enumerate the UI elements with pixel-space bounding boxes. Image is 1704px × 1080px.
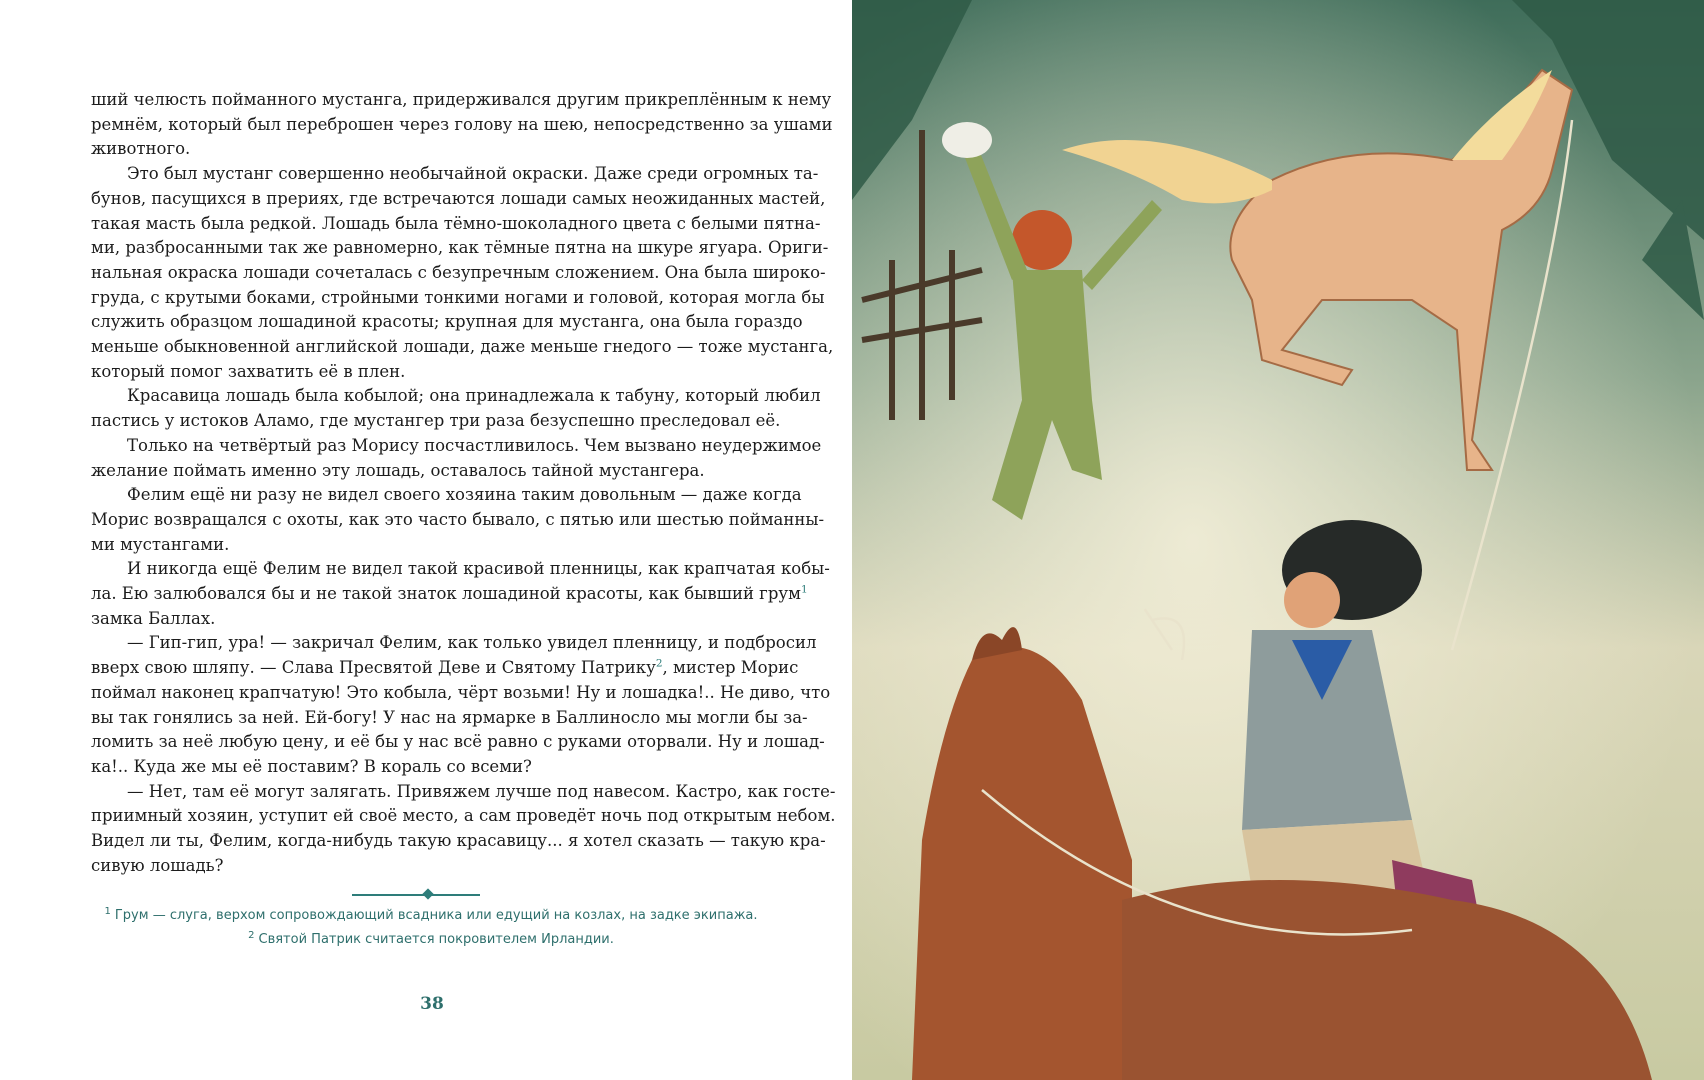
text-line-part: ла. Ею залюбовался бы и не такой знаток лошадиной красоты, как бывший грум — [91, 584, 801, 604]
text-line: Фелим ещё ни разу не видел своего хозяина таким довольным — даже когда — [127, 485, 802, 505]
text-line: желание поймать именно эту лошадь, оставалось тайной мустангера. — [91, 460, 705, 480]
paragraph-3 — [91, 384, 821, 433]
footnote-number: 2 — [248, 929, 255, 941]
text-line: приимный хозяин, уступит ей своё место, а сам проведёт ночь под открытым небом. — [91, 806, 836, 826]
text-line: вы так гонялись за ней. Ей-богу! У нас на ярмарке в Баллинослo мы могли бы за- — [91, 707, 808, 727]
text-line: — Гип-гип, ура! — закричал Фелим, как только увидел пленницу, и подбросил — [127, 633, 817, 653]
paragraph-5 — [91, 483, 825, 557]
text-line: ка!.. Куда же мы её поставим? В кораль со всеми? — [91, 756, 532, 776]
text-line: который помог захватить её в плен. — [91, 361, 406, 381]
text-line: И никогда ещё Фелим не видел такой красивой пленницы, как крапчатая кобы- — [127, 559, 830, 579]
text-line: такая масть была редкой. Лошадь была тёмно-шоколадного цвета с белыми пятна- — [91, 213, 821, 233]
illustration-image — [852, 0, 1704, 1080]
text-line: ми, разбросанными так же равномерно, как тёмные пятна на шкуре ягуара. Ориги- — [91, 238, 829, 258]
footnote-ref-1: 1 — [800, 583, 808, 596]
paragraph-2 — [91, 162, 834, 384]
paragraph-1 — [91, 88, 833, 162]
paragraph-6 — [91, 557, 830, 631]
separator-diamond-icon — [422, 888, 433, 899]
footnote-text: Святой Патрик считается покровителем Ирландии. — [258, 932, 614, 947]
text-line: Видел ли ты, Фелим, когда-нибудь такую красавицу... я хотел сказать — такую кра- — [91, 831, 826, 851]
text-line: меньше обыкновенной английской лошади, даже меньше гнедого — тоже мустанга, — [91, 337, 834, 357]
paragraph-8 — [91, 780, 836, 879]
paragraph-4 — [91, 434, 822, 483]
text-line: пастись у истоков Аламо, где мустангер три раза безуспешно преследовал её. — [91, 411, 781, 431]
text-line: Морис возвращался с охоты, как это часто бывало, с пятью или шестью пойманны- — [91, 509, 825, 529]
footnote-number: 1 — [104, 905, 111, 917]
footnote-text: Грум — слуга, верхом сопровождающий всадника или едущий на козлах, на задке экипажа. — [114, 908, 758, 923]
page-number: 38 — [420, 994, 444, 1014]
text-line: бунов, пасущихся в прериях, где встречаются лошади самых неожиданных мастей, — [91, 188, 826, 208]
right-page-illustration — [852, 0, 1704, 1080]
text-line: — Нет, там её могут залягать. Привяжем лучше под навесом. Кастро, как госте- — [127, 781, 836, 801]
text-line: ший челюсть пойманного мустанга, придерживался другим прикреплённым к нему — [91, 90, 832, 109]
text-line: груда, с крутыми боками, стройными тонкими ногами и головой, которая могла бы — [91, 287, 825, 307]
text-line — [91, 582, 808, 607]
text-line — [91, 656, 799, 681]
text-line: Красавица лошадь была кобылой; она принадлежала к табуну, который любил — [127, 386, 821, 406]
text-line: Это был мустанг совершенно необычайной окраски. Даже среди огромных та- — [127, 164, 819, 184]
text-line: нальная окраска лошади сочеталась с безупречным сложением. Она была широко- — [91, 262, 826, 282]
text-line-part: , мистер Морис — [662, 658, 799, 678]
text-line-part: вверх свою шляпу. — Слава Пресвятой Деве и Святому Патрику — [91, 658, 656, 678]
text-line: Только на четвёртый раз Морису посчастливилось. Чем вызвано неудержимое — [127, 435, 822, 455]
text-line: ми мустангами. — [91, 534, 230, 554]
text-line: ремнём, который был переброшен через голову на шею, непосредственно за ушами — [91, 114, 833, 134]
footnotes — [91, 904, 771, 952]
text-line: ломить за неё любую цену, и её бы у нас всё равно с руками оторвали. Ну и лошад- — [91, 732, 825, 752]
footnote-1 — [91, 904, 771, 928]
text-line: служить образцом лошадиной красоты; крупная для мустанга, она была гораздо — [91, 312, 803, 332]
text-line: животного. — [91, 139, 191, 159]
text-line: поймал наконец крапчатую! Это кобыла, чёрт возьми! Ну и лошадка!.. Не диво, что — [91, 682, 831, 702]
footnote-2 — [91, 928, 771, 952]
footnote-ref-2: 2 — [655, 657, 663, 670]
paragraph-7 — [91, 631, 831, 779]
body-text — [91, 88, 836, 879]
text-line: сивую лошадь? — [91, 855, 224, 875]
footnote-separator — [352, 894, 480, 896]
text-line: замка Баллах. — [91, 608, 216, 628]
